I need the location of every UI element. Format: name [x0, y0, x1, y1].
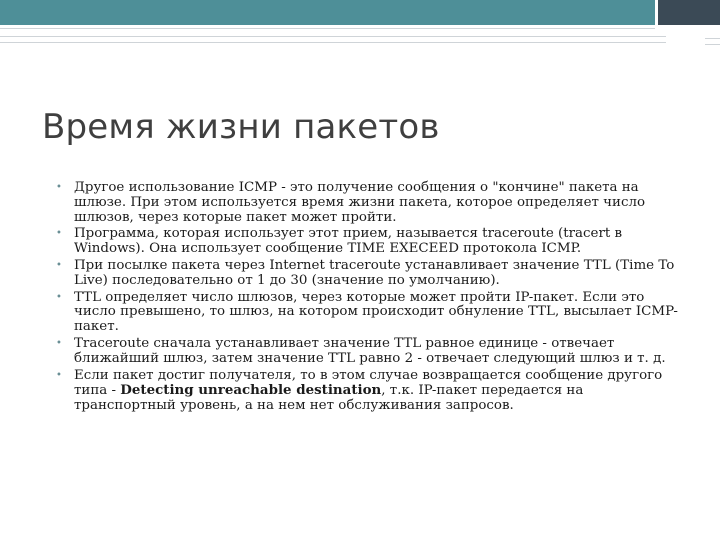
bullet-list — [54, 181, 678, 416]
bullet-icon: • — [56, 291, 62, 303]
bullet-item — [54, 369, 678, 414]
decorative-rule — [0, 42, 666, 43]
decorative-rule — [705, 38, 720, 39]
decorative-rule — [705, 44, 720, 45]
bullet-text: Программа, которая использует этот прием, называется traceroute (tracert в Windows). Она использует сообщение TIME EXECEED протокола ICMP. — [74, 226, 623, 257]
bullet-item — [54, 227, 678, 257]
bullet-icon: • — [56, 259, 62, 271]
bullet-text: Другое использование ICMP - это получение сообщения о "кончине" пакета на шлюзе. При этом используется время жизни пакета, которое определяет число шлюзов, через которые пакет может пройти. — [74, 180, 646, 225]
bullet-item — [54, 181, 678, 225]
bullet-text-start: Если пакет достиг получателя, то в этом случае возвращается сообщение другого типа - — [74, 367, 663, 399]
bullet-item — [54, 291, 678, 335]
bullet-text: TTL определяет число шлюзов, через которые может пройти IP-пакет. Если это число превышено, то шлюз, на котором происходит обнуление TTL, высылает ICMP-пакет. — [74, 289, 678, 335]
bullet-icon: • — [56, 228, 62, 240]
header-bar — [0, 0, 655, 25]
bullet-item — [54, 259, 678, 289]
bullet-emphasis: Detecting unreachable destination — [120, 382, 382, 399]
bullet-icon: • — [56, 182, 62, 193]
bullet-text: Traceroute сначала устанавливает значение TTL равное единице - отвечает ближайший шлюз, затем значение TTL равно 2 - отвечает следующий шлюз и т. д. — [74, 335, 666, 366]
bullet-text-end: , т.к. IP-пакет передается на транспортный уровень, а на нем нет обслуживания запросов. — [74, 383, 584, 414]
bullet-item — [54, 337, 678, 367]
decorative-rule — [0, 28, 655, 29]
bullet-text: При посылке пакета через Internet traceroute устанавливает значение TTL (Time To Live) последовательно от 1 до 30 (значение по умолчанию). — [74, 257, 675, 288]
slide-title: Время жизни пакетов — [42, 107, 440, 147]
bullet-icon: • — [56, 337, 62, 349]
decorative-rule — [0, 36, 666, 37]
header-bar-accent — [658, 0, 720, 25]
bullet-icon: • — [56, 369, 62, 381]
